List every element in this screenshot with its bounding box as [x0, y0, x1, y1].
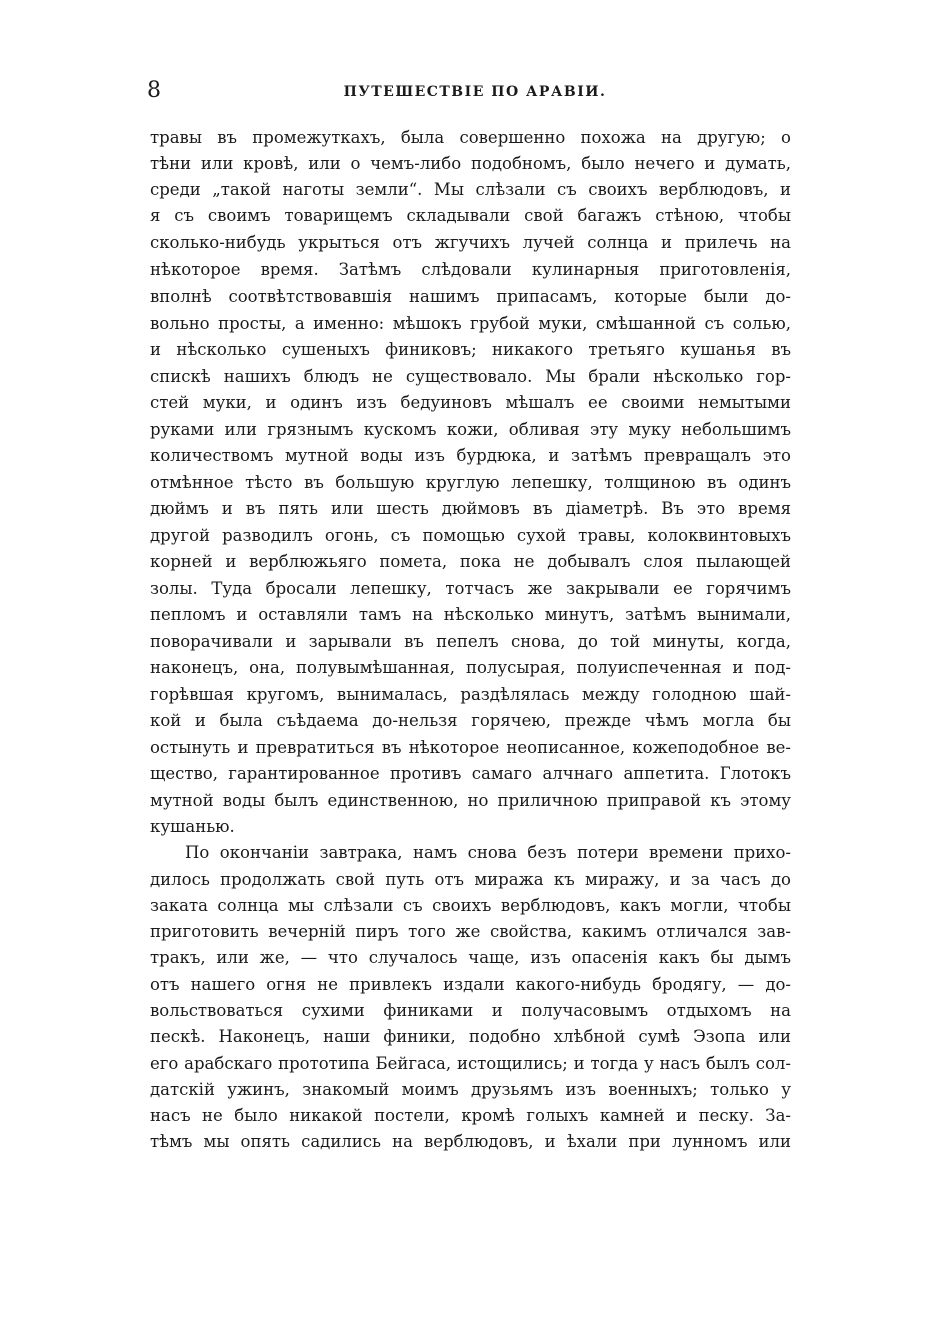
text-line: нѣкоторое время. Затѣмъ слѣдовали кулинарныя приготовленія, [150, 260, 791, 279]
page-number: 8 [147, 78, 161, 103]
text-line: корней и верблюжьяго помета, пока не добывалъ слоя пылающей [150, 552, 791, 571]
text-line: поворачивали и зарывали въ пепелъ снова, до той минуты, когда, [150, 632, 791, 651]
text-line: спискѣ нашихъ блюдъ не существовало. Мы брали нѣсколько гор- [150, 367, 791, 386]
text-line: другой разводилъ огонь, съ помощью сухой травы, колоквинтовыхъ [150, 526, 791, 545]
text-line: пепломъ и оставляли тамъ на нѣсколько минутъ, затѣмъ вынимали, [150, 605, 791, 624]
text-line: приготовить вечерній пиръ того же свойства, какимъ отличался зав- [150, 922, 791, 941]
text-line: я съ своимъ товарищемъ складывали свой багажъ стѣною, чтобы [150, 206, 791, 225]
text-line: отмѣнное тѣсто въ большую круглую лепешку, толщиною въ одинъ [150, 473, 791, 492]
text-line: среди „такой наготы земли“. Мы слѣзали съ своихъ верблюдовъ, и [150, 180, 791, 199]
text-line: датскій ужинъ, знакомый моимъ друзьямъ изъ военныхъ; только у [150, 1080, 791, 1099]
text-line: вполнѣ соотвѣтствовавшія нашимъ припасамъ, которые были до- [150, 287, 791, 306]
text-line: заката солнца мы слѣзали съ своихъ верблюдовъ, какъ могли, чтобы [150, 896, 791, 915]
text-line: травы въ промежуткахъ, была совершенно похожа на другую; о [150, 128, 791, 147]
text-line: сколько-нибудь укрыться отъ жгучихъ лучей солнца и прилечь на [150, 233, 791, 252]
text-line: тракъ, или же, — что случалось чаще, изъ опасенія какъ бы дымъ [150, 948, 791, 967]
text-line: отъ нашего огня не привлекъ издали какого-нибудь бродягу, — до- [150, 975, 791, 994]
text-line: кой и была съѣдаема до-нельзя горячею, прежде чѣмъ могла бы [150, 711, 791, 730]
text-line: наконецъ, она, полувымѣшанная, полусырая, полуиспеченная и под- [150, 658, 791, 677]
text-line: тѣни или кровѣ, или о чемъ-либо подобномъ, было нечего и думать, [150, 154, 791, 173]
text-line: дилось продолжать свой путь отъ миража къ миражу, и за часъ до [150, 870, 791, 889]
text-line: тѣмъ мы опять садились на верблюдовъ, и ѣхали при лунномъ или [150, 1132, 791, 1151]
text-line: вольствоваться сухими финиками и получасовымъ отдыхомъ на [150, 1001, 791, 1020]
text-line: горѣвшая кругомъ, вынималась, раздѣлялась между голодною шай- [150, 685, 791, 704]
text-line: и нѣсколько сушеныхъ финиковъ; никакого третьяго кушанья въ [150, 340, 791, 359]
text-line: кушанью. [150, 817, 235, 836]
text-line: остынуть и превратиться въ нѣкоторое неописанное, кожеподобное ве- [150, 738, 791, 757]
text-line: руками или грязнымъ кускомъ кожи, обливая эту муку небольшимъ [150, 420, 791, 439]
paragraph-start-line: По окончаніи завтрака, намъ снова безъ потери времени прихо- [185, 843, 791, 862]
running-title: ПУТЕШЕСТВІЕ ПО АРАВІИ. [343, 84, 607, 100]
text-line: вольно просты, а именно: мѣшокъ грубой муки, смѣшанной съ солью, [150, 314, 791, 333]
text-line: его арабскаго прототипа Бейгаса, истощились; и тогда у насъ былъ сол- [150, 1054, 791, 1073]
text-line: стей муки, и одинъ изъ бедуиновъ мѣшалъ ее своими немытыми [150, 393, 791, 412]
text-line: пескѣ. Наконецъ, наши финики, подобно хлѣбной сумѣ Эзопа или [150, 1027, 791, 1046]
text-line: мутной воды былъ единственною, но приличною приправой къ этому [150, 791, 791, 810]
text-line: количествомъ мутной воды изъ бурдюка, и затѣмъ превращалъ это [150, 446, 791, 465]
text-line: дюймъ и въ пять или шесть дюймовъ въ діаметрѣ. Въ это время [150, 499, 791, 518]
text-line: золы. Туда бросали лепешку, тотчасъ же закрывали ее горячимъ [150, 579, 791, 598]
text-line: щество, гарантированное противъ самаго алчнаго аппетита. Глотокъ [150, 764, 791, 783]
text-line: насъ не было никакой постели, кромѣ голыхъ камней и песку. За- [150, 1106, 791, 1125]
